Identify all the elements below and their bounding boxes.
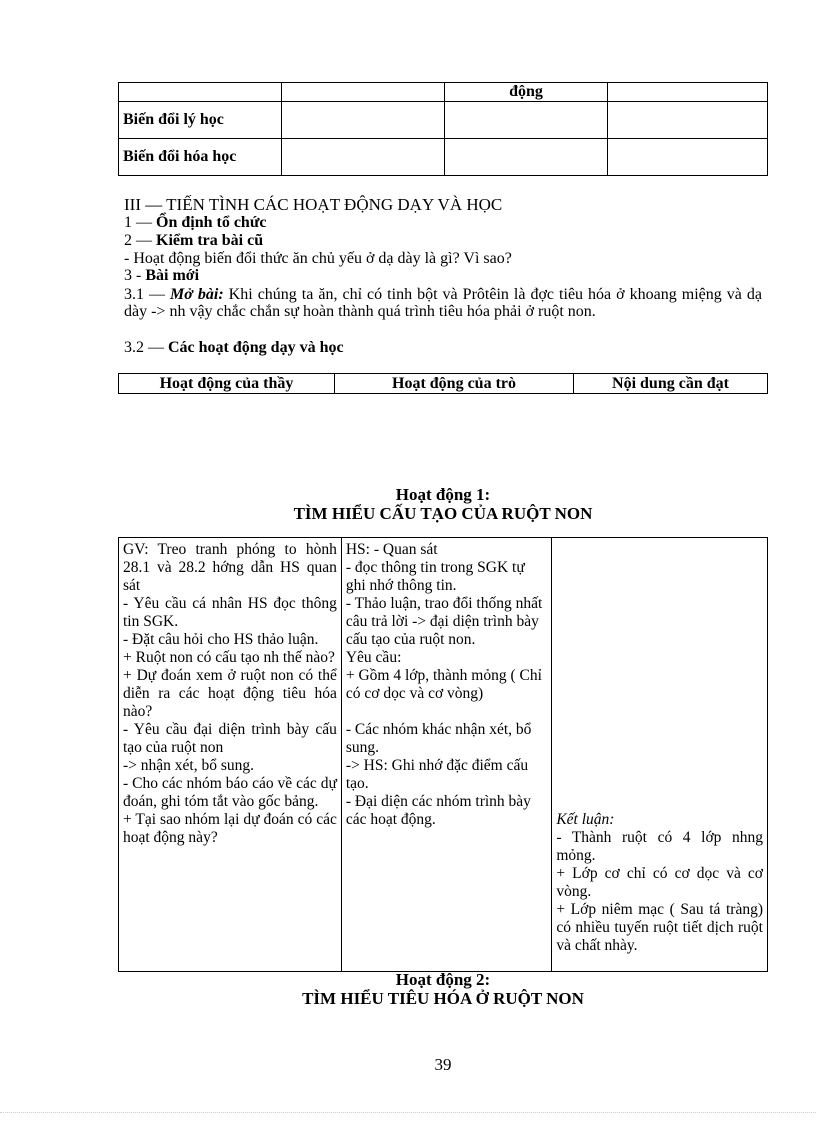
table-cell [608, 139, 768, 176]
conclusion-line: - Thành ruột có 4 lớp nhng mỏng. [556, 829, 763, 864]
table-cell: động [445, 83, 608, 102]
activity-1-subtitle: TÌM HIỂU CẤU TẠO CỦA RUỘT NON [293, 504, 593, 523]
intro-prefix: 3.1 — [124, 286, 171, 303]
item-2-label: Kiểm tra bài cũ [156, 232, 264, 249]
page-bottom-divider [0, 1112, 816, 1113]
item-3-2 [124, 340, 344, 356]
activity-1-heading [118, 485, 768, 523]
teacher-line: - Cho các nhóm báo cáo về các dự đoán, ghi tóm tắt vào gốc bảng. [123, 775, 337, 810]
conclusion-title: Kết luận: [556, 811, 615, 828]
student-line: + Gồm 4 lớp, thành mỏng ( Chỉ có cơ dọc và cơ vòng) [345, 667, 542, 702]
student-line: - Đại diện các nhóm trình bày các hoạt động. [345, 793, 531, 828]
student-line: - đọc thông tin trong SGK tự ghi nhớ thông tin. [345, 559, 525, 594]
row-label-physical: Biến đổi lý học [119, 102, 282, 139]
intro-label: Mở bài: [170, 286, 224, 303]
item-3-prefix: 3 - [124, 267, 146, 284]
item-3 [124, 268, 199, 284]
activity-1-table [118, 537, 768, 972]
teacher-line: + Tại sao nhóm lại dự đoán có các hoạt động này? [123, 811, 337, 846]
item-1-prefix: 1 — [124, 214, 156, 231]
row-label-chemical: Biến đổi hóa học [119, 139, 282, 176]
table-row [119, 374, 768, 394]
table-cell [282, 102, 445, 139]
teacher-line: - Yêu cầu đại diện trình bày cấu tạo của ruột non [123, 721, 337, 756]
table-row [119, 102, 768, 139]
intro-text: Khi chúng ta ăn, chỉ có tinh bột và Prôtêin là đợc tiêu hóa ở khoang miệng và dạ dày -> nh vậy chắc chắn sự hoàn thành quá trình tiêu hóa phải ở ruột non. [124, 286, 763, 320]
student-line: HS: - Quan sát [345, 541, 438, 558]
conclusion-line: + Lớp niêm mạc ( Sau tá tràng) có nhiều tuyến ruột tiết dịch ruột và chất nhày. [556, 901, 763, 954]
item-3-2-prefix: 3.2 — [124, 339, 168, 356]
table-cell [608, 102, 768, 139]
item-3-label: Bài mới [145, 267, 200, 284]
item-1-label: Ổn định tổ chức [156, 214, 267, 231]
item-1 [124, 215, 267, 231]
activity-2-subtitle: TÌM HIỂU TIÊU HÓA Ở RUỘT NON [302, 989, 584, 1008]
table-cell [119, 83, 282, 102]
table-row [119, 139, 768, 176]
conclusion-line: + Lớp cơ chỉ có cơ dọc và cơ vòng. [556, 865, 763, 900]
table-cell [445, 139, 608, 176]
student-line: Yêu cầu: [345, 649, 402, 666]
intro-paragraph [124, 286, 762, 320]
student-line: - Thảo luận, trao đổi thống nhất câu trả lời -> đại diện trình bày cấu tạo của ruột non. [345, 595, 543, 648]
table-cell [608, 83, 768, 102]
activity-2-heading [118, 970, 768, 1008]
student-line: -> HS: Ghi nhớ đặc điểm cấu tạo. [345, 757, 529, 792]
activity-2-title: Hoạt động 2: [395, 970, 491, 989]
review-question: - Hoạt động biến đổi thức ăn chủ yếu ở dạ dày là gì? Vì sao? [124, 250, 512, 267]
teacher-line: - Đặt câu hỏi cho HS thảo luận. [123, 631, 319, 648]
item-3-2-label: Các hoạt động dạy và học [168, 339, 344, 356]
item-2-prefix: 2 — [124, 232, 156, 249]
section-title: III — TIẾN TÌNH CÁC HOẠT ĐỘNG DẠY VÀ HỌC [124, 195, 503, 214]
table-cell [282, 139, 445, 176]
header-content: Nội dung cần đạt [574, 374, 768, 394]
content-column [552, 538, 768, 972]
teacher-line: -> nhận xét, bổ sung. [123, 757, 255, 774]
teacher-line: + Ruột non có cấu tạo nh thế nào? [123, 649, 335, 666]
teacher-line: GV: Treo tranh phóng to hònh 28.1 và 28.2 hớng dẫn HS quan sát [123, 541, 337, 594]
activity-1-title: Hoạt động 1: [395, 485, 491, 504]
header-teacher: Hoạt động của thầy [119, 374, 335, 394]
page-number: 39 [434, 1055, 452, 1074]
teacher-line: - Yêu cầu cá nhân HS đọc thông tin SGK. [123, 595, 337, 630]
student-line [346, 703, 547, 721]
activity-header-table [118, 373, 768, 394]
header-student: Hoạt động của trò [335, 374, 574, 394]
table-cell [282, 83, 445, 102]
student-column [341, 538, 551, 972]
teacher-column [119, 538, 342, 972]
teacher-line: + Dự đoán xem ở ruột non có thể diễn ra các hoạt động tiêu hóa nào? [123, 667, 337, 720]
item-2 [124, 233, 263, 249]
table-cell [445, 102, 608, 139]
table-row [119, 538, 768, 972]
comparison-table [118, 82, 768, 176]
student-line: - Các nhóm khác nhận xét, bổ sung. [345, 721, 532, 756]
table-row [119, 83, 768, 102]
